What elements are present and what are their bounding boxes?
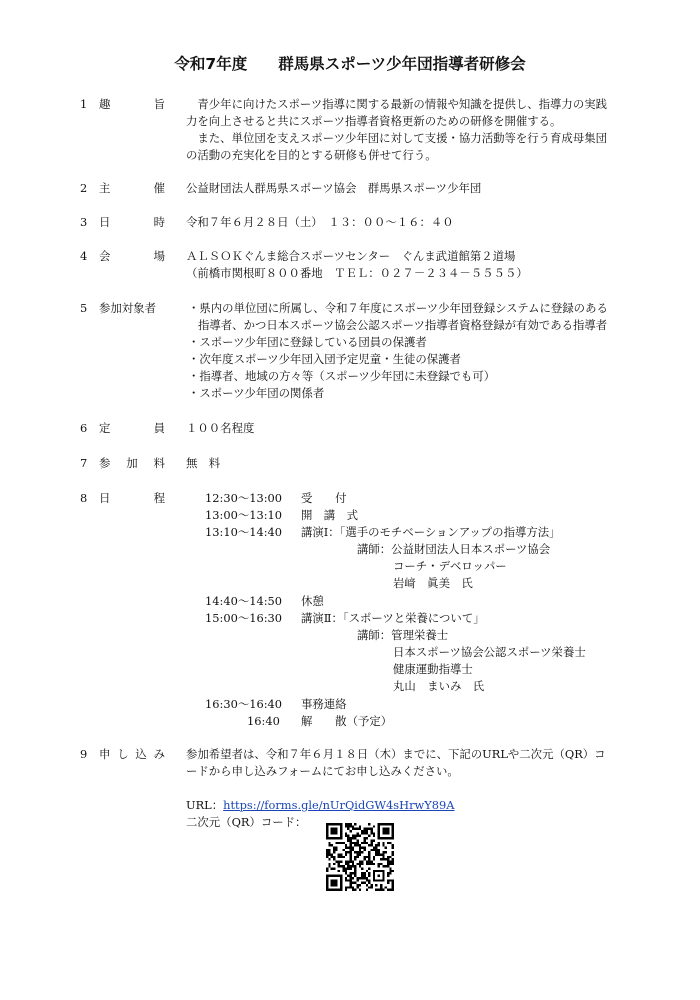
- section-label: 参 加 料: [99, 456, 165, 470]
- section-number: 2: [80, 181, 88, 195]
- schedule-time: 16:40: [247, 714, 280, 728]
- list-item: ・指導者、地域の方々等（スポーツ少年団に未登録でも可）: [188, 369, 496, 383]
- lecturer-line: コーチ・デベロッパー: [393, 559, 507, 573]
- section-number: 9: [80, 747, 88, 761]
- qr-code-icon[interactable]: [326, 823, 394, 891]
- table-row: [0, 558, 700, 575]
- section-number: 6: [80, 421, 88, 435]
- table-row: [0, 678, 700, 695]
- application-form-link[interactable]: https://forms.gle/nUrQidGW4sHrwY89A: [223, 798, 455, 812]
- table-row: [0, 507, 700, 524]
- lecturer-line: 健康運動指導士: [393, 662, 473, 676]
- table-row: [0, 524, 700, 541]
- table-row: [0, 541, 700, 558]
- page-title: 令和7年度 群馬県スポーツ少年団指導者研修会: [174, 55, 526, 73]
- lecturer-line: 講師：管理栄養士: [357, 628, 449, 642]
- schedule-item: 休憩: [301, 594, 324, 608]
- lecturer-name: 岩﨑 眞美 氏: [393, 576, 473, 590]
- section-label: 日 程: [99, 491, 165, 505]
- organizer-text: 公益財団法人群馬県スポーツ協会 群馬県スポーツ少年団: [186, 181, 482, 195]
- url-label: URL：: [186, 798, 224, 812]
- schedule-item: 開 講 式: [301, 508, 358, 522]
- lecturer-name: 丸山 まいみ 氏: [393, 679, 485, 693]
- lecturer-line: 講師：公益財団法人日本スポーツ協会: [357, 542, 551, 556]
- schedule-time: 14:40～14:50: [205, 594, 283, 608]
- section-label: 申 し 込 み: [99, 747, 165, 761]
- schedule-time: 13:00～13:10: [205, 508, 283, 522]
- venue-text: ＡＬＳＯＫぐんま総合スポーツセンター ぐんま武道館第２道場 （前橋市関根町８００番地 ＴＥＬ：０２７－２３４－５５５５）: [186, 249, 528, 280]
- datetime-text: 令和７年６月２８日（土） １３：００～１６：４０: [186, 215, 454, 229]
- section-label: 参加対象者: [99, 301, 156, 315]
- list-item: ・次年度スポーツ少年団入団予定児童・生徒の保護者: [188, 352, 461, 366]
- table-row: [0, 490, 700, 507]
- section-number: 7: [80, 456, 88, 470]
- section-label: 会 場: [99, 249, 165, 263]
- schedule-item: 講演Ⅱ：「スポーツと栄養について」: [301, 611, 485, 625]
- list-item: ・スポーツ少年団の関係者: [188, 386, 325, 400]
- list-item: ・県内の単位団に所属し、令和７年度にスポーツ少年団登録システムに登録のある: [188, 301, 608, 315]
- section-body: 青少年に向けたスポーツ指導に関する最新の情報や知識を提供し、指導力の実践 力を向上させると共にスポーツ指導者資格更新のための研修を開催する。 また、単位団を支えスポーツ少年団に対して支援・協力活動等を行う育成母集団 の活動の充実化を目的とする研修も併せて行う。: [186, 97, 607, 162]
- schedule-time: 16:30～16:40: [205, 697, 283, 711]
- participants-list: [188, 300, 648, 402]
- schedule-time: 12:30～13:00: [205, 491, 283, 505]
- section-number: 5: [80, 301, 88, 315]
- list-item: ・スポーツ少年団に登録している団員の保護者: [188, 335, 427, 349]
- list-item: 指導者、かつ日本スポーツ協会公認スポーツ指導者資格登録が有効である指導者: [198, 318, 608, 332]
- schedule-time: 13:10～14:40: [205, 525, 283, 539]
- table-row: [0, 661, 700, 678]
- section-number: 8: [80, 491, 88, 505]
- section-number: 4: [80, 249, 88, 263]
- table-row: [0, 610, 700, 627]
- schedule-item: 事務連絡: [301, 697, 347, 711]
- capacity-text: １００名程度: [186, 421, 255, 435]
- table-row: [0, 713, 700, 730]
- table-row: [0, 627, 700, 644]
- schedule-time: 15:00～16:30: [205, 611, 283, 625]
- section-label: 定 員: [99, 421, 165, 435]
- section-number: 3: [80, 215, 88, 229]
- schedule-item: 受 付: [301, 491, 347, 505]
- fee-text: 無 料: [186, 456, 221, 470]
- section-number: 1: [80, 97, 88, 111]
- lecturer-line: 日本スポーツ協会公認スポーツ栄養士: [393, 645, 586, 659]
- schedule-item: 講演Ⅰ：「選手のモチベーションアップの指導方法」: [301, 525, 561, 539]
- table-row: [0, 644, 700, 661]
- section-label: 主 催: [99, 181, 165, 195]
- application-text: 参加希望者は、令和７年６月１８日（木）までに、下記のURLや二次元（QR）コ ードから申し込みフォームにてお申し込みください。: [186, 747, 606, 778]
- table-row: [0, 575, 700, 592]
- table-row: [0, 593, 700, 610]
- table-row: [0, 696, 700, 713]
- schedule-item: 解 散（予定）: [301, 714, 393, 728]
- qr-label: 二次元（QR）コード：: [186, 815, 307, 829]
- section-label: 日 時: [99, 215, 165, 229]
- section-label: 趣 旨: [99, 97, 165, 111]
